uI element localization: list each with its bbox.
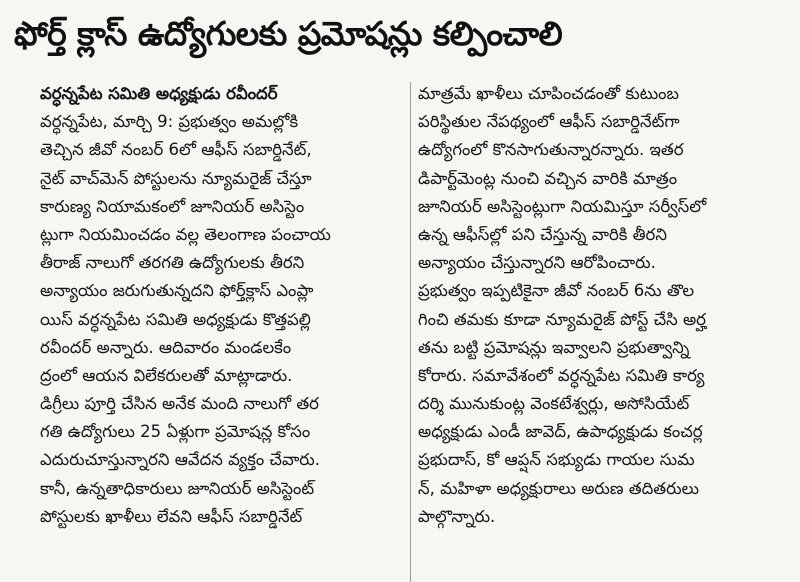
body-line: ఎదురుచూస్తున్నారని ఆవేదన వ్యక్తం చేవారు.	[40, 450, 320, 470]
body-line: మాత్రమే ఖాళీలు చూపించడంతో కుటుంబ	[418, 84, 679, 103]
body-line: గించి తమకు కూడా న్యూమరైజ్ పోస్ట్ చేసి అర్హ	[418, 309, 706, 329]
body-line: డిపార్ట్‌మెంట్ల నుంచి వచ్చిన వారికి మాత్రం	[418, 168, 678, 188]
body-line: జూనియర్ అసిస్టెంట్లుగా నియమిస్తూ సర్వీస్‌లో	[418, 196, 707, 216]
headline: ఫోర్త్ క్లాస్ ఉద్యోగులకు ప్రమోషన్లు కల్పించాలి	[14, 14, 563, 53]
body-line: వర్ధన్నపేట, మార్చి 9: ప్రభుత్వం అమల్లోకి	[40, 112, 299, 132]
body-line: ఉద్యోగంలో కొనసాగుతున్నారన్నారు. ఇతర	[418, 140, 684, 160]
body-line: నైట్ వాచ్‌మెన్ పోస్టులను న్యూమరైజ్ చేస్తూ	[40, 168, 312, 188]
body-line: ద్రంలో ఆయన విలేకరులతో మాట్లాడారు.	[40, 365, 293, 385]
body-line: అధ్యక్షుడు ఎండీ జావెద్, ఉపాధ్యక్షుడు కంచర్ల	[418, 422, 703, 442]
left-column	[40, 80, 406, 580]
body-line: అన్యాయం చేస్తున్నారని ఆరోపించారు.	[418, 253, 656, 273]
body-line: కోరారు. సమావేశంలో వర్ధన్నపేట సమితి కార్య	[418, 365, 705, 385]
body-line: పోస్టులకు ఖాళీలు లేవని ఆఫీస్ సబార్డినేట్	[40, 506, 303, 526]
body-line: అన్యాయం జరుగుతున్నదని ఫోర్త్‌క్లాస్ ఎంప్లా	[40, 281, 314, 301]
body-line: డిగ్రీలు పూర్తి చేసిన అనేక మంది నాలుగో తర	[40, 394, 319, 414]
right-column	[418, 80, 792, 580]
body-line: ఉన్న ఆఫీస్‌ల్లో పని చేస్తున్న వారికి తీరని	[418, 224, 667, 244]
body-line: ప్రభుదాస్, కో ఆప్షన్ సభ్యుడు గాయల సుమ	[418, 450, 695, 470]
body-line: కారుణ్య నియామకంలో జూనియర్ అసిస్టెం	[40, 196, 305, 216]
body-line: తెచ్చిన జీవో నంబర్ 6లో ఆఫీస్ సబార్డినేట్,	[40, 140, 312, 160]
body-line: ట్లుగా నియమించడం వల్ల తెలంగాణ పంచాయ	[40, 224, 331, 244]
body-line: గతి ఉద్యోగులు 25 ఏళ్లుగా ప్రమోషన్ల కోసం	[40, 422, 311, 442]
column-divider	[410, 82, 411, 582]
body-line: పాల్గొన్నారు.	[418, 506, 496, 526]
body-line: పరిస్థితుల నేపథ్యంలో ఆఫీస్ సబార్డినేట్‌గా	[418, 112, 680, 132]
body-line: రవీందర్ అన్నారు. ఆదివారం మండలకేం	[40, 337, 292, 357]
body-line: న్, మహిళా అధ్యక్షురాలు అరుణ తదితరులు	[418, 478, 699, 498]
body-line: తీరాజ్ నాలుగో తరగతి ఉద్యోగులకు తీరని	[40, 253, 305, 273]
body-line: తను బట్టి ప్రమోషన్లు ఇవ్వాలని ప్రభుత్వాన్ని	[418, 337, 690, 357]
body-line: దర్శి మునుకుంట్ల వెంకటేశ్వర్లు, అసోసియేట్	[418, 394, 690, 414]
body-line: ప్రభుత్వం ఇప్పటికైనా జీవో నంబర్ 6ను తొల	[418, 281, 695, 301]
article-subheading: వర్ధన్నపేట సమితి అధ్యక్షుడు రవీందర్	[40, 84, 278, 103]
body-line: యిస్ వర్ధన్నపేట సమితి అధ్యక్షుడు కొత్తపల్లి	[40, 309, 311, 329]
body-line: కానీ, ఉన్నతాధికారులు జూనియర్ అసిస్టెంట్	[40, 478, 315, 498]
